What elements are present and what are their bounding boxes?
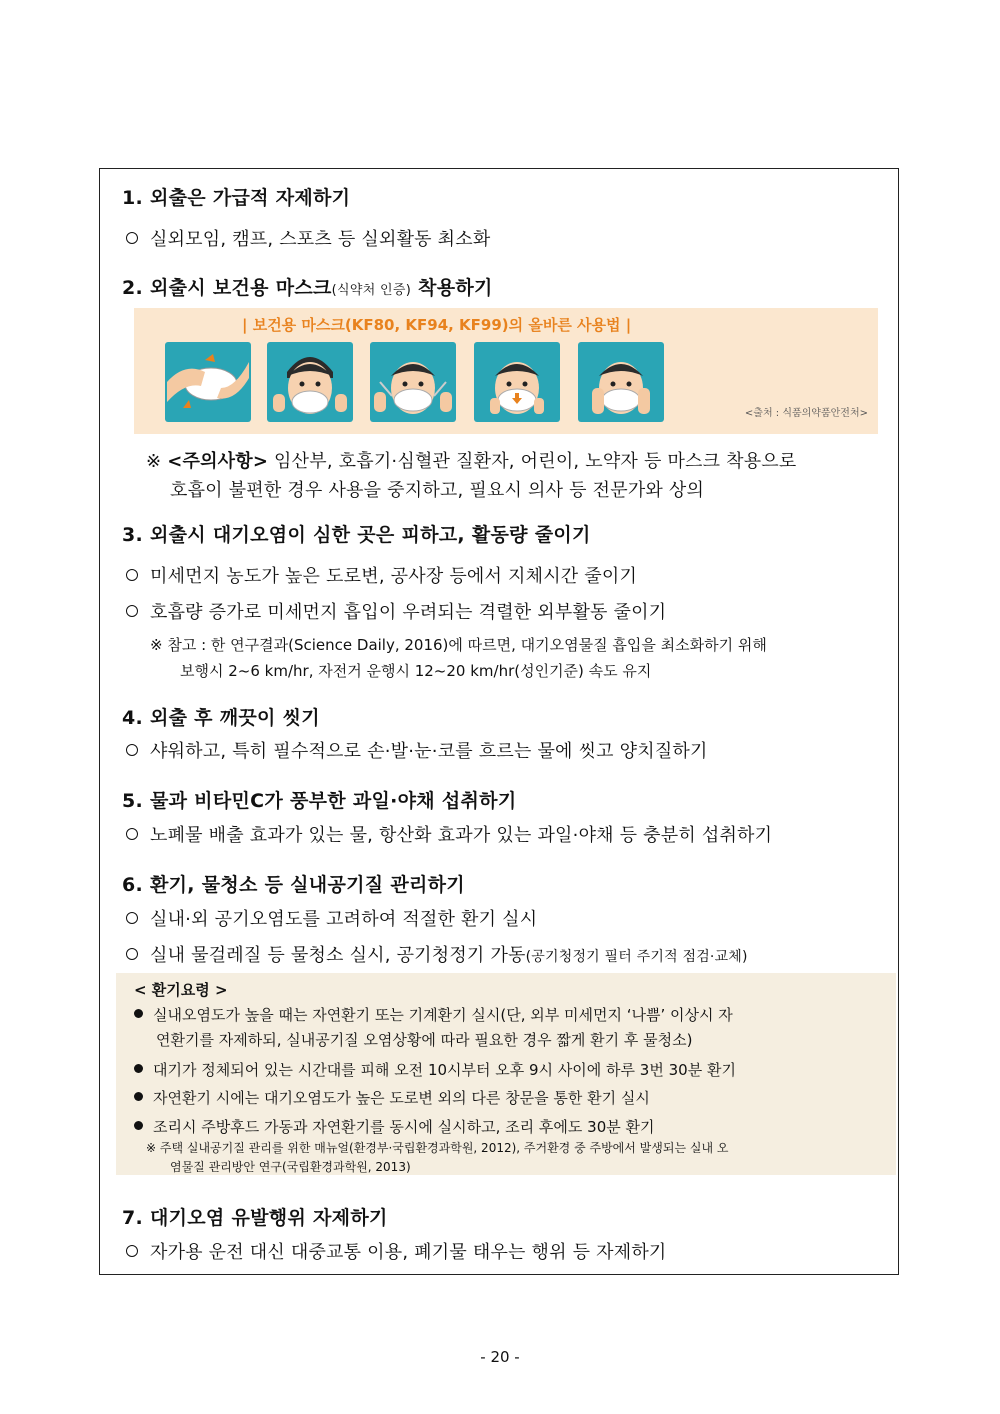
bullet-dot-icon [134,1121,143,1130]
section-1-bullet-1: 실외모임, 캠프, 스포츠 등 실외활동 최소화 [126,225,490,251]
ventilation-guide-box [116,973,896,1175]
ventilation-item-1-line-2: 연환기를 자제하되, 실내공기질 오염상황에 따라 필요한 경우 짧게 환기 후 물청소) [156,1031,693,1049]
section-1-title: 1. 외출은 가급적 자제하기 [122,187,351,209]
section-7-title: 7. 대기오염 유발행위 자제하기 [122,1207,388,1229]
ventilation-item-3: 자연환기 시에는 대기오염도가 높은 도로변 외의 다른 창문을 통한 환기 실시 [134,1087,650,1108]
bullet-dot-icon [134,1009,143,1018]
bullet-dot-icon [134,1092,143,1101]
mask-step-1-image [165,342,251,422]
section-4-title: 4. 외출 후 깨끗이 씻기 [122,707,320,729]
bullet-dot-icon [134,1064,143,1073]
mask-step-3-image [370,342,456,422]
section-3-reference-line-1: ※ 참고 : 한 연구결과(Science Daily, 2016)에 따르면, 대기오염물질 흡입을 최소화하기 위해 [150,636,767,654]
section-6-bullet-1: 실내·외 공기오염도를 고려하여 적절한 환기 실시 [126,905,537,931]
ventilation-guide-title: < 환기요령 > [134,981,228,999]
mask-step-5-image [578,342,664,422]
section-6-bullet-2: 실내 물걸레질 등 물청소 실시, 공기청정기 가동(공기청정기 필터 주기적 점검·교체) [126,941,748,967]
section-2-caution-line-1: ※ <주의사항> 임산부, 호흡기·심혈관 질환자, 어린이, 노약자 등 마스크 착용으로 [146,451,797,472]
mask-usage-banner [134,308,878,434]
section-2-title: 2. 외출시 보건용 마스크(식약처 인증) 착용하기 [122,277,493,299]
banner-source: <출처 : 식품의약품안전처> [744,408,868,419]
section-5-title: 5. 물과 비타민C가 풍부한 과일·야채 섭취하기 [122,790,517,812]
content-box [99,168,899,1275]
section-3-bullet-2: 호흡량 증가로 미세먼지 흡입이 우려되는 격렬한 외부활동 줄이기 [126,598,666,624]
circle-bullet-icon [126,605,138,617]
section-7-bullet-1: 자가용 운전 대신 대중교통 이용, 폐기물 태우는 행위 등 자제하기 [126,1238,667,1264]
section-3-bullet-1: 미세먼지 농도가 높은 도로변, 공사장 등에서 지체시간 줄이기 [126,562,637,588]
circle-bullet-icon [126,569,138,581]
circle-bullet-icon [126,912,138,924]
circle-bullet-icon [126,828,138,840]
section-5-bullet-1: 노폐물 배출 효과가 있는 물, 항산화 효과가 있는 과일·야채 등 충분히 섭취하기 [126,821,772,847]
mask-step-2-image [267,342,353,422]
circle-bullet-icon [126,232,138,244]
ventilation-reference-line-1: ※ 주택 실내공기질 관리를 위한 매뉴얼(환경부·국립환경과학원, 2012), 주거환경 중 주방에서 발생되는 실내 오 [146,1141,729,1155]
section-6-title: 6. 환기, 물청소 등 실내공기질 관리하기 [122,874,465,896]
section-3-reference-line-2: 보행시 2~6 km/hr, 자전거 운행시 12~20 km/hr(성인기준) 속도 유지 [180,662,652,680]
section-3-title: 3. 외출시 대기오염이 심한 곳은 피하고, 활동량 줄이기 [122,524,591,546]
ventilation-item-1-line-1: 실내오염도가 높을 때는 자연환기 또는 기계환기 실시(단, 외부 미세먼지 ‘나쁨’ 이상시 자 [134,1004,733,1025]
mask-step-4-image [474,342,560,422]
circle-bullet-icon [126,1245,138,1257]
page-number: - 20 - [480,1348,520,1366]
ventilation-item-4: 조리시 주방후드 가동과 자연환기를 동시에 실시하고, 조리 후에도 30분 환기 [134,1116,654,1137]
section-4-bullet-1: 샤워하고, 특히 필수적으로 손·발·눈·코를 흐르는 물에 씻고 양치질하기 [126,737,708,763]
banner-title: | 보건용 마스크(KF80, KF94, KF99)의 올바른 사용법 | [242,316,632,334]
ventilation-reference-line-2: 염물질 관리방안 연구(국립환경과학원, 2013) [170,1160,411,1174]
ventilation-item-2: 대기가 정체되어 있는 시간대를 피해 오전 10시부터 오후 9시 사이에 하루 3번 30분 환기 [134,1059,736,1080]
circle-bullet-icon [126,948,138,960]
circle-bullet-icon [126,744,138,756]
section-2-caution-line-2: 호흡이 불편한 경우 사용을 중지하고, 필요시 의사 등 전문가와 상의 [170,480,705,501]
